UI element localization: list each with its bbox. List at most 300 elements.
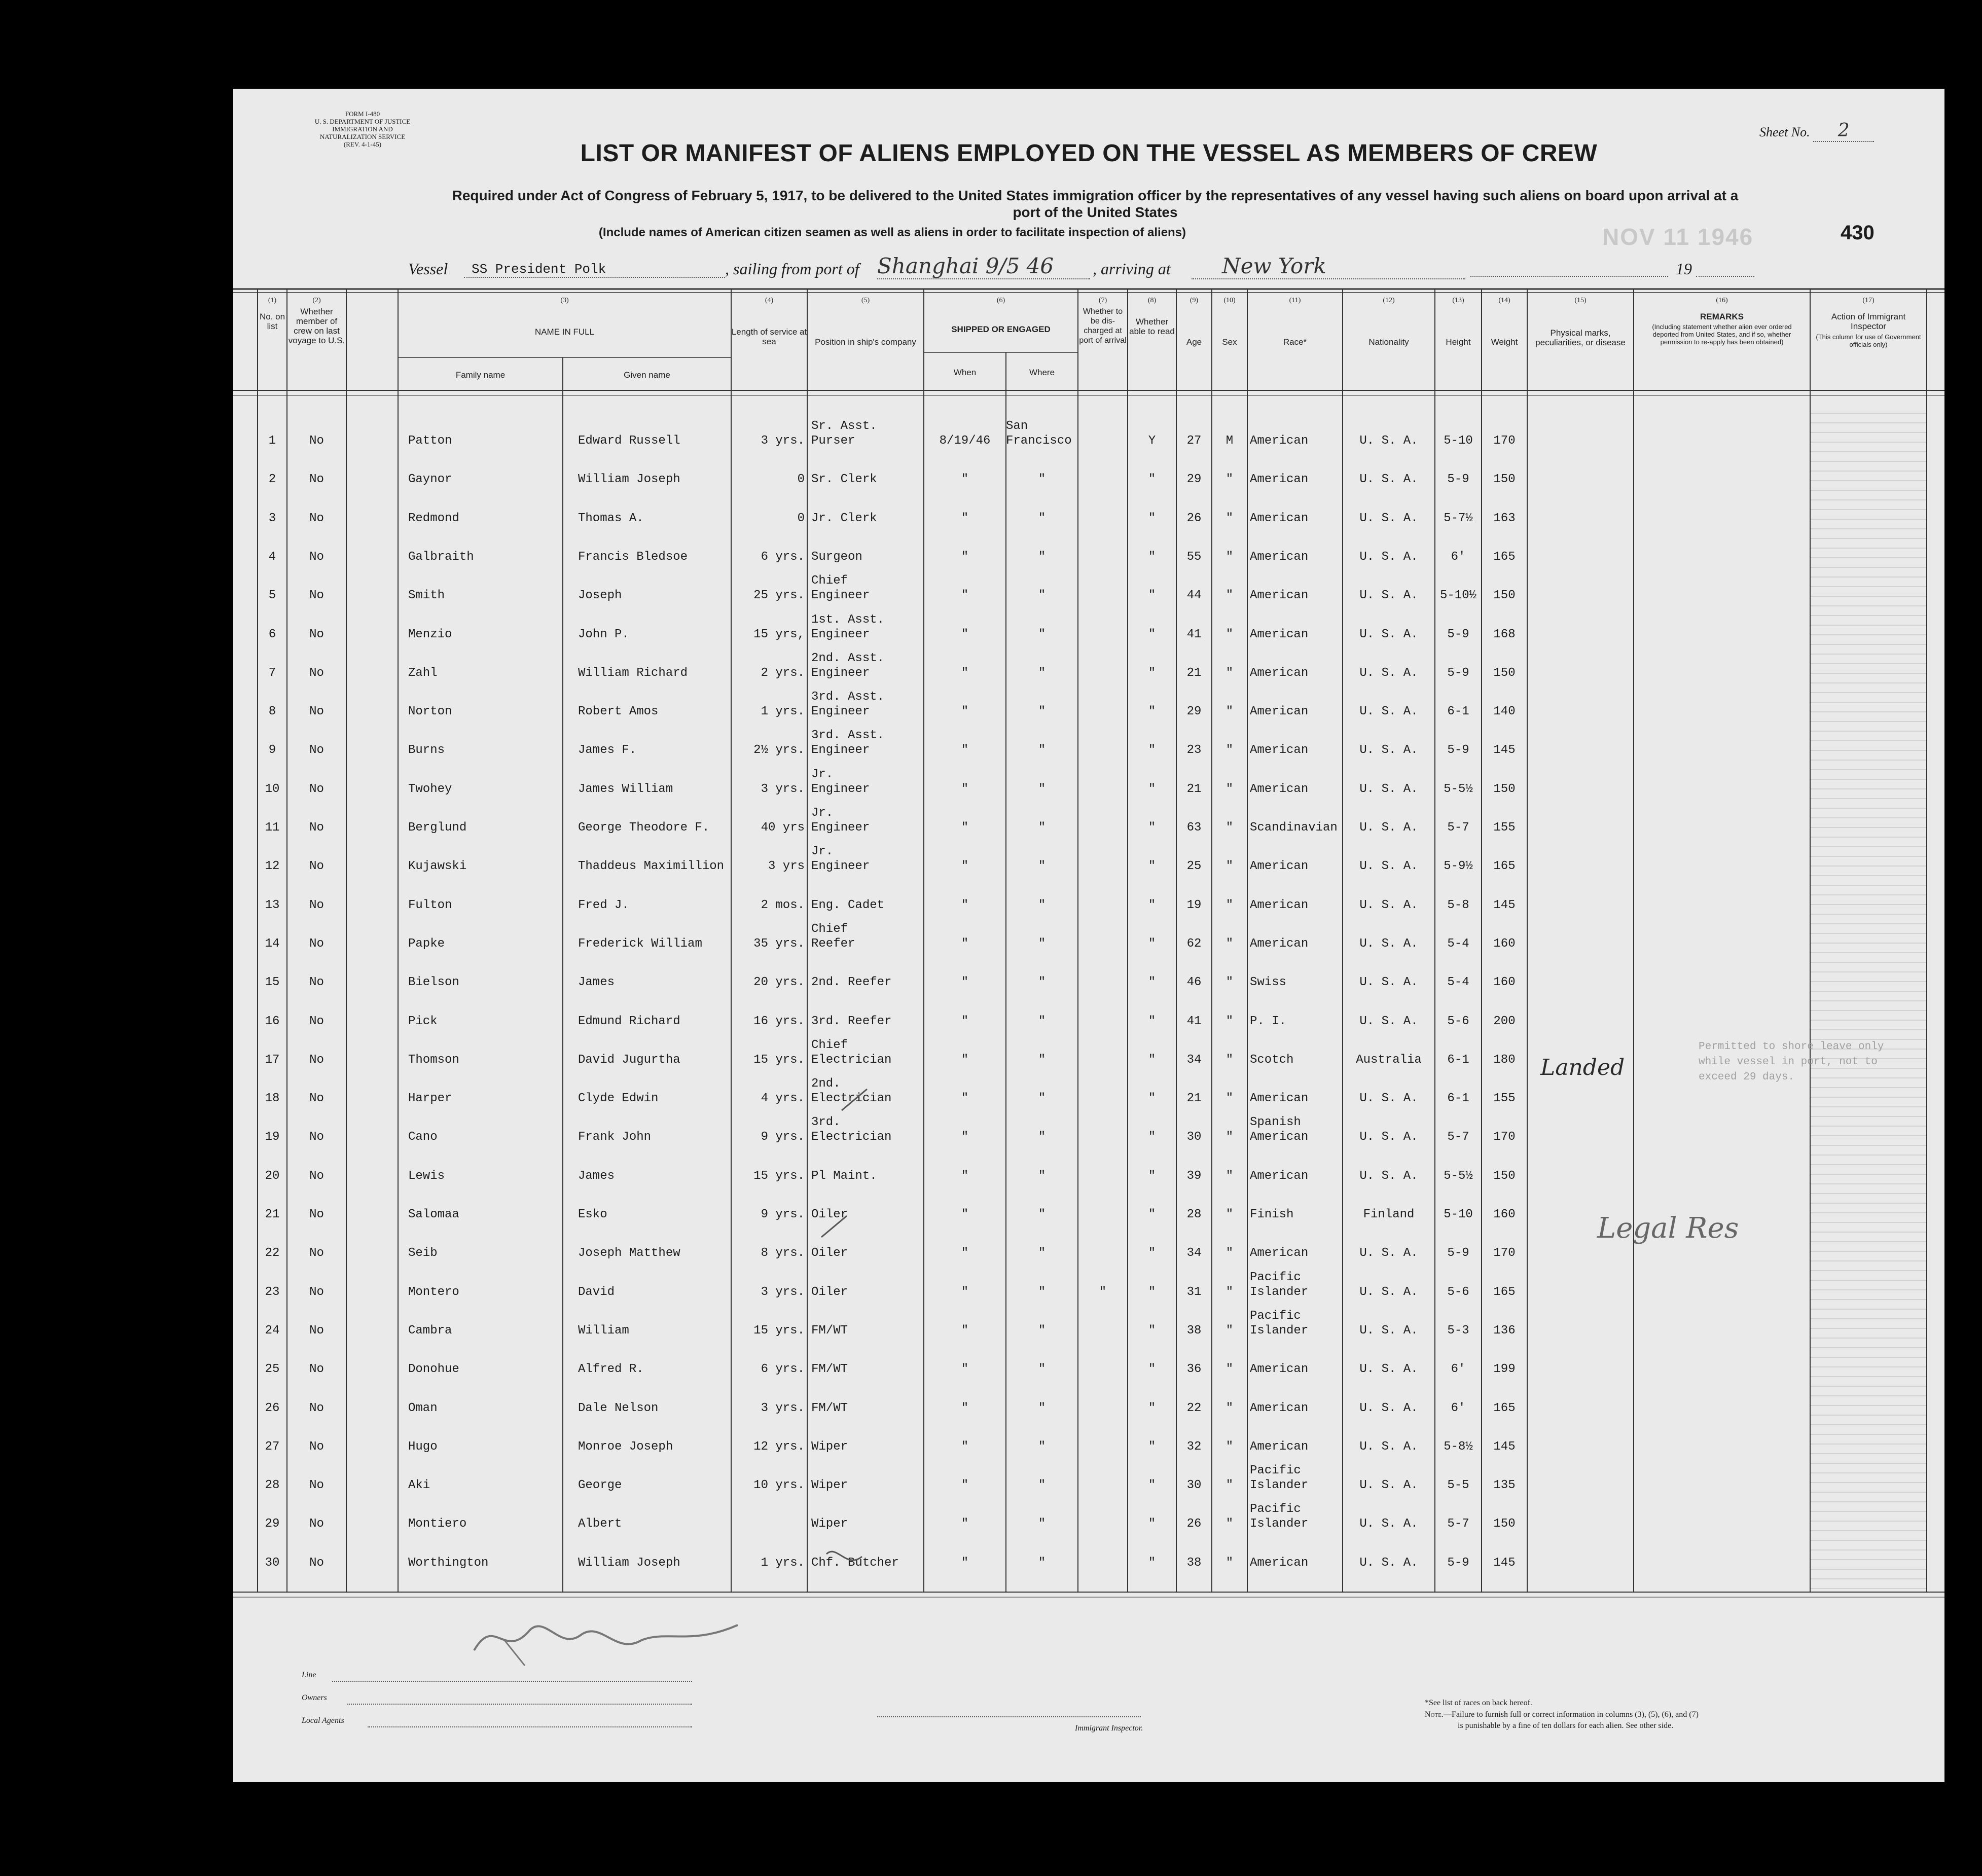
col15-header: Physical marks, peculiarities, or disease [1535,328,1626,347]
shipped-where-line2: " [1038,1130,1046,1144]
position [811,844,924,874]
race [1250,1502,1343,1531]
race-line2: American [1250,705,1309,719]
shipped-when: " [961,1401,969,1415]
shipped-where [1006,1038,1078,1067]
weight: 150 [1493,666,1516,680]
able-to-read: " [1148,1517,1156,1531]
length-of-service: 2 mos. [761,898,805,912]
remark-row17-landed: Landed [1540,1055,1625,1080]
shipped-where-line2: " [1038,1053,1046,1067]
age: 29 [1186,705,1202,719]
family-name: Zahl [408,666,438,680]
row-number: 1 [268,434,276,448]
col16-number: (16) [1716,297,1728,304]
position [811,612,924,642]
vessel-name: SS President Polk [464,262,725,278]
race-line1: Pacific [1250,1270,1301,1284]
nationality: U. S. A. [1359,1517,1418,1531]
position-line2: FM/WT [811,1362,848,1377]
shipped-where [1006,1309,1078,1338]
form-number: FORM I-480 [345,110,380,118]
position [811,728,924,757]
race [1250,922,1343,951]
shipped-where-line2: " [1038,1092,1046,1106]
height: 5-9 [1447,1246,1469,1260]
col11-number: (11) [1289,297,1301,304]
position-line1: 2nd. [811,1077,841,1091]
previous-voyage: No [309,1285,324,1299]
previous-voyage: No [309,743,324,757]
shipped-where-line1 [1006,1193,1078,1207]
footer-agents-label: Local Agents [302,1716,344,1725]
shipped-where-line2: Francisco [1006,434,1072,448]
shipped-where [1006,1115,1078,1144]
weight: 145 [1493,1556,1516,1570]
sex: " [1226,1053,1234,1067]
position-line2: FM/WT [811,1401,848,1415]
height: 5-9 [1447,627,1469,641]
length-of-service: 3 yrs. [761,1285,805,1299]
shipped-where-line1 [1006,535,1078,550]
shipped-where [1006,1502,1078,1531]
position [811,1463,924,1493]
able-to-read: " [1148,1556,1156,1570]
race-line1 [1250,1038,1343,1053]
footer-line-blank [332,1681,692,1682]
age: 21 [1186,1092,1202,1106]
race [1250,1193,1343,1222]
height: 5-5 [1447,1478,1469,1493]
height: 6' [1451,1401,1466,1415]
position [811,999,924,1029]
able-to-read: Y [1148,434,1156,448]
given-name: Frank John [578,1130,652,1144]
family-name: Pick [408,1014,438,1028]
previous-voyage: No [309,1130,324,1144]
given-name: Francis Bledsoe [578,550,688,564]
race-line2: American [1250,550,1309,564]
height: 5-9½ [1444,859,1473,874]
footer-owners-label: Owners [302,1693,327,1702]
height: 5-9 [1447,666,1469,680]
nationality: U. S. A. [1359,1478,1418,1493]
row-number: 14 [265,936,280,951]
race-line2: American [1250,936,1309,951]
previous-voyage: No [309,1208,324,1221]
nationality: U. S. A. [1359,782,1418,796]
race [1250,960,1343,990]
row-number: 18 [265,1092,280,1106]
race [1250,1425,1343,1454]
shipped-when: " [961,1130,969,1144]
race-line2: Scotch [1250,1053,1294,1067]
position-line1: 1st. Asst. [811,612,885,627]
nationality: U. S. A. [1359,1362,1418,1377]
position-line2: Wiper [811,1478,848,1493]
nationality: U. S. A. [1359,976,1418,990]
arriving-label: , arriving at [1093,260,1171,278]
age: 21 [1186,782,1202,796]
given-name: Monroe Joseph [578,1439,673,1454]
nationality: U. S. A. [1359,511,1418,525]
family-name: Twohey [408,782,452,796]
weight: 168 [1493,627,1516,641]
shipped-where-line2: " [1038,550,1046,564]
position-line2: 3rd. Reefer [811,1014,892,1028]
col15-number: (15) [1574,297,1587,304]
height: 5-10½ [1439,589,1476,603]
row-number: 17 [265,1053,280,1067]
position-line1 [811,457,924,472]
race-line2: P. I. [1250,1014,1287,1028]
sex: " [1226,1362,1234,1377]
sex: " [1226,473,1234,487]
age: 28 [1186,1208,1202,1221]
race-line1 [1250,1193,1343,1207]
position [811,1502,924,1531]
col17-header: Action of Immigrant Inspector [1831,312,1906,331]
col6a-header: When [953,368,977,377]
row-number: 4 [268,550,276,564]
height: 5-3 [1447,1323,1469,1338]
col1-number: (1) [268,297,277,304]
race-line2: American [1250,1439,1309,1454]
family-name: Smith [408,589,445,603]
shipped-where-line2: " [1038,1208,1046,1221]
family-name: Worthington [408,1556,489,1570]
height: 5-5½ [1444,782,1473,796]
race-line1 [1250,728,1343,743]
col17-number: (17) [1862,297,1875,304]
sailing-label: , sailing from port of [725,260,859,278]
shipped-where-line2: " [1038,976,1046,990]
family-name: Thomson [408,1053,459,1067]
able-to-read: " [1148,1014,1156,1028]
given-name: Dale Nelson [578,1401,659,1415]
row-number: 15 [265,976,280,990]
race-line1 [1250,573,1343,588]
shipped-where [1006,883,1078,913]
shipped-when: " [961,1053,969,1067]
shipped-where-line1 [1006,806,1078,820]
col9-number: (9) [1190,297,1199,304]
service: IMMIGRATION AND NATURALIZATION SERVICE [319,125,406,140]
race [1250,690,1343,719]
position [811,922,924,951]
note-text: —Failure to furnish full or correct information in columns (3), (5), (6), and (7) [1443,1710,1699,1719]
row-number: 24 [265,1323,280,1338]
able-to-read: " [1148,511,1156,525]
length-of-service: 1 yrs. [761,705,805,719]
weight: 145 [1493,1439,1516,1454]
weight: 150 [1493,589,1516,603]
race-line1 [1250,690,1343,704]
col7-number: (7) [1098,297,1107,304]
form-subtitle-1: Required under Act of Congress of February 5, 1917, to be delivered to the United States immigration officer by the representatives of any vessel having such aliens on board upon arrival at a [452,188,1739,203]
given-name: Thaddeus Maximillion [578,859,725,874]
position [811,1154,924,1183]
shipped-where-line2: " [1038,511,1046,525]
age: 46 [1186,976,1202,990]
shipped-where-line2: " [1038,859,1046,874]
given-name: David Jugurtha [578,1053,680,1067]
row-number: 25 [265,1362,280,1377]
manifest-sheet [233,89,1944,1782]
shipped-where-line2: " [1038,1246,1046,1260]
race-line2: American [1250,898,1309,912]
given-name: William Richard [578,666,688,680]
position [811,1347,924,1377]
shipped-where-line1 [1006,690,1078,704]
length-of-service: 3 yrs. [761,434,805,448]
weight: 163 [1493,511,1516,525]
race-line2: American [1250,1362,1309,1377]
checkmark-row29 [816,1544,887,1574]
age: 25 [1186,859,1202,874]
family-name: Fulton [408,898,452,912]
given-name: Edward Russell [578,434,680,448]
position-line2: Reefer [811,936,855,951]
age: 30 [1186,1130,1202,1144]
position-line1: Chief [811,574,848,588]
race-line1 [1250,883,1343,898]
footer-agents-blank [368,1726,692,1727]
shipped-where-line1 [1006,1541,1078,1556]
given-name: Joseph Matthew [578,1246,680,1260]
shipped-when: " [961,743,969,757]
position [811,1425,924,1454]
nationality: U. S. A. [1359,434,1418,448]
col6-header: SHIPPED OR ENGAGED [951,324,1051,334]
height: 5-10 [1444,1208,1473,1221]
previous-voyage: No [309,859,324,874]
shipped-when: " [961,705,969,719]
height: 6-1 [1447,1053,1469,1067]
position-line1 [811,960,924,975]
height: 6-1 [1447,705,1469,719]
shipped-where [1006,690,1078,719]
length-of-service: 15 yrs. [753,1169,805,1183]
race-line2: American [1250,589,1309,603]
weight: 170 [1493,1130,1516,1144]
shipped-when: " [961,1169,969,1183]
row-number: 9 [268,743,276,757]
shipped-when: " [961,1362,969,1377]
weight: 150 [1493,1169,1516,1183]
row-number: 20 [265,1169,280,1183]
race-line2: Swiss [1250,976,1287,990]
shipped-where-line1 [1006,1463,1078,1478]
sheet-label: Sheet No. [1759,125,1810,139]
nationality: U. S. A. [1359,1323,1418,1338]
race [1250,1270,1343,1300]
family-name: Salomaa [408,1208,459,1221]
nationality: Australia [1356,1053,1422,1067]
previous-voyage: No [309,473,324,487]
position-line2: FM/WT [811,1323,848,1338]
age: 31 [1186,1285,1202,1299]
able-to-read: " [1148,1439,1156,1454]
shipped-where-line2: " [1038,473,1046,487]
given-name: Esko [578,1208,607,1221]
sex: " [1226,1169,1234,1183]
height: 5-9 [1447,473,1469,487]
sex: " [1226,1401,1234,1415]
length-of-service: 25 yrs. [753,589,805,603]
nationality: U. S. A. [1359,821,1418,835]
position [811,767,924,797]
race-line1 [1250,496,1343,511]
race-line1 [1250,1076,1343,1091]
col8-header: Whether able to read [1129,317,1175,336]
shipped-when: " [961,511,969,525]
vessel-label: Vessel [408,260,448,278]
shipped-when: " [961,898,969,912]
length-of-service: 0 [797,511,805,525]
sex: " [1226,627,1234,641]
sex: " [1226,511,1234,525]
race-line1 [1250,612,1343,627]
note-label: Note. [1425,1710,1444,1719]
weight: 145 [1493,743,1516,757]
race [1250,612,1343,642]
age: 27 [1186,434,1202,448]
sex: " [1226,589,1234,603]
position [811,419,924,448]
shipped-when: " [961,1439,969,1454]
discharged: " [1099,1285,1107,1299]
family-name: Hugo [408,1439,438,1454]
race-line1 [1250,1154,1343,1169]
position-line2: Electrician [811,1053,892,1067]
family-name: Patton [408,434,452,448]
weight: 170 [1493,1246,1516,1260]
weight: 200 [1493,1014,1516,1028]
shipped-where-line2: " [1038,821,1046,835]
length-of-service: 9 yrs. [761,1208,805,1221]
checkmark-row17 [837,1085,908,1115]
position-line1 [811,1193,924,1207]
position-line1 [811,1154,924,1169]
race [1250,728,1343,757]
shipped-where [1006,1076,1078,1106]
shipped-where [1006,728,1078,757]
shipped-where [1006,457,1078,487]
height: 6' [1451,550,1466,564]
shipped-where [1006,1347,1078,1377]
manifest-number: 430 [1841,222,1875,244]
shipped-where-line1 [1006,1347,1078,1362]
shipped-where [1006,844,1078,874]
race-line2: American [1250,627,1309,641]
position-line1 [811,1270,924,1285]
row-number: 30 [265,1556,280,1570]
given-name: Alfred R. [578,1362,644,1377]
able-to-read: " [1148,1478,1156,1493]
race-line1 [1250,960,1343,975]
shipped-where-line1 [1006,1231,1078,1246]
row-number: 8 [268,705,276,719]
row-number: 7 [268,666,276,680]
shipped-when: " [961,1556,969,1570]
age: 44 [1186,589,1202,603]
col12-header: Nationality [1368,337,1409,347]
col3-number: (3) [560,297,569,304]
position-line1 [811,1386,924,1401]
length-of-service: 15 yrs, [753,627,805,641]
race-line2: Scandinavian [1250,821,1338,835]
age: 21 [1186,666,1202,680]
race-line2: Islander [1250,1517,1309,1531]
previous-voyage: No [309,1439,324,1454]
sex: " [1226,1246,1234,1260]
length-of-service: 9 yrs. [761,1130,805,1144]
col14-header: Weight [1491,337,1518,347]
shipped-when: " [961,1478,969,1493]
previous-voyage: No [309,550,324,564]
previous-voyage: No [309,1014,324,1028]
row-number: 29 [265,1517,280,1531]
length-of-service: 6 yrs. [761,1362,805,1377]
position-line2: Engineer [811,666,870,680]
height: 5-4 [1447,976,1469,990]
previous-voyage: No [309,1556,324,1570]
length-of-service: 2½ yrs. [753,743,805,757]
remark-row21-legal-res: Legal Res [1597,1212,1739,1245]
position-line1: 3rd. [811,1115,841,1130]
row-number: 26 [265,1401,280,1415]
able-to-read: " [1148,1285,1156,1299]
family-name: Donohue [408,1362,459,1377]
family-name: Montero [408,1285,459,1299]
position [811,883,924,913]
sex: " [1226,1556,1234,1570]
position [811,1115,924,1144]
race [1250,1038,1343,1067]
previous-voyage: No [309,1092,324,1106]
position-line1 [811,1502,924,1517]
shipped-where-line2: " [1038,1478,1046,1493]
checkmark-row21 [816,1212,887,1242]
shipped-when: " [961,1014,969,1028]
previous-voyage: No [309,976,324,990]
position-line2: Engineer [811,782,870,796]
col13-header: Height [1446,337,1471,347]
sex: " [1226,821,1234,835]
length-of-service: 8 yrs. [761,1246,805,1260]
able-to-read: " [1148,473,1156,487]
remark-row17: Permitted to shore leave only while vessel in port, not to exceed 29 days. [1699,1041,1884,1083]
weight: 150 [1493,473,1516,487]
shipped-where-line1 [1006,1038,1078,1053]
race-line1 [1250,1347,1343,1362]
length-of-service: 3 yrs. [761,782,805,796]
position-line2: Jr. Clerk [811,511,877,525]
shipped-when: 8/19/46 [939,434,991,448]
family-name: Burns [408,743,445,757]
position [811,960,924,990]
previous-voyage: No [309,821,324,835]
nationality: U. S. A. [1359,1285,1418,1299]
shipped-where-line1 [1006,728,1078,743]
length-of-service: 10 yrs. [753,1478,805,1493]
form-subtitle-3: (Include names of American citizen seamen as well as aliens in order to facilitate inspection of aliens) [598,226,1186,239]
race-line2: American [1250,859,1309,874]
given-name: Robert Amos [578,705,659,719]
shipped-where-line1 [1006,767,1078,782]
shipped-where [1006,419,1078,448]
